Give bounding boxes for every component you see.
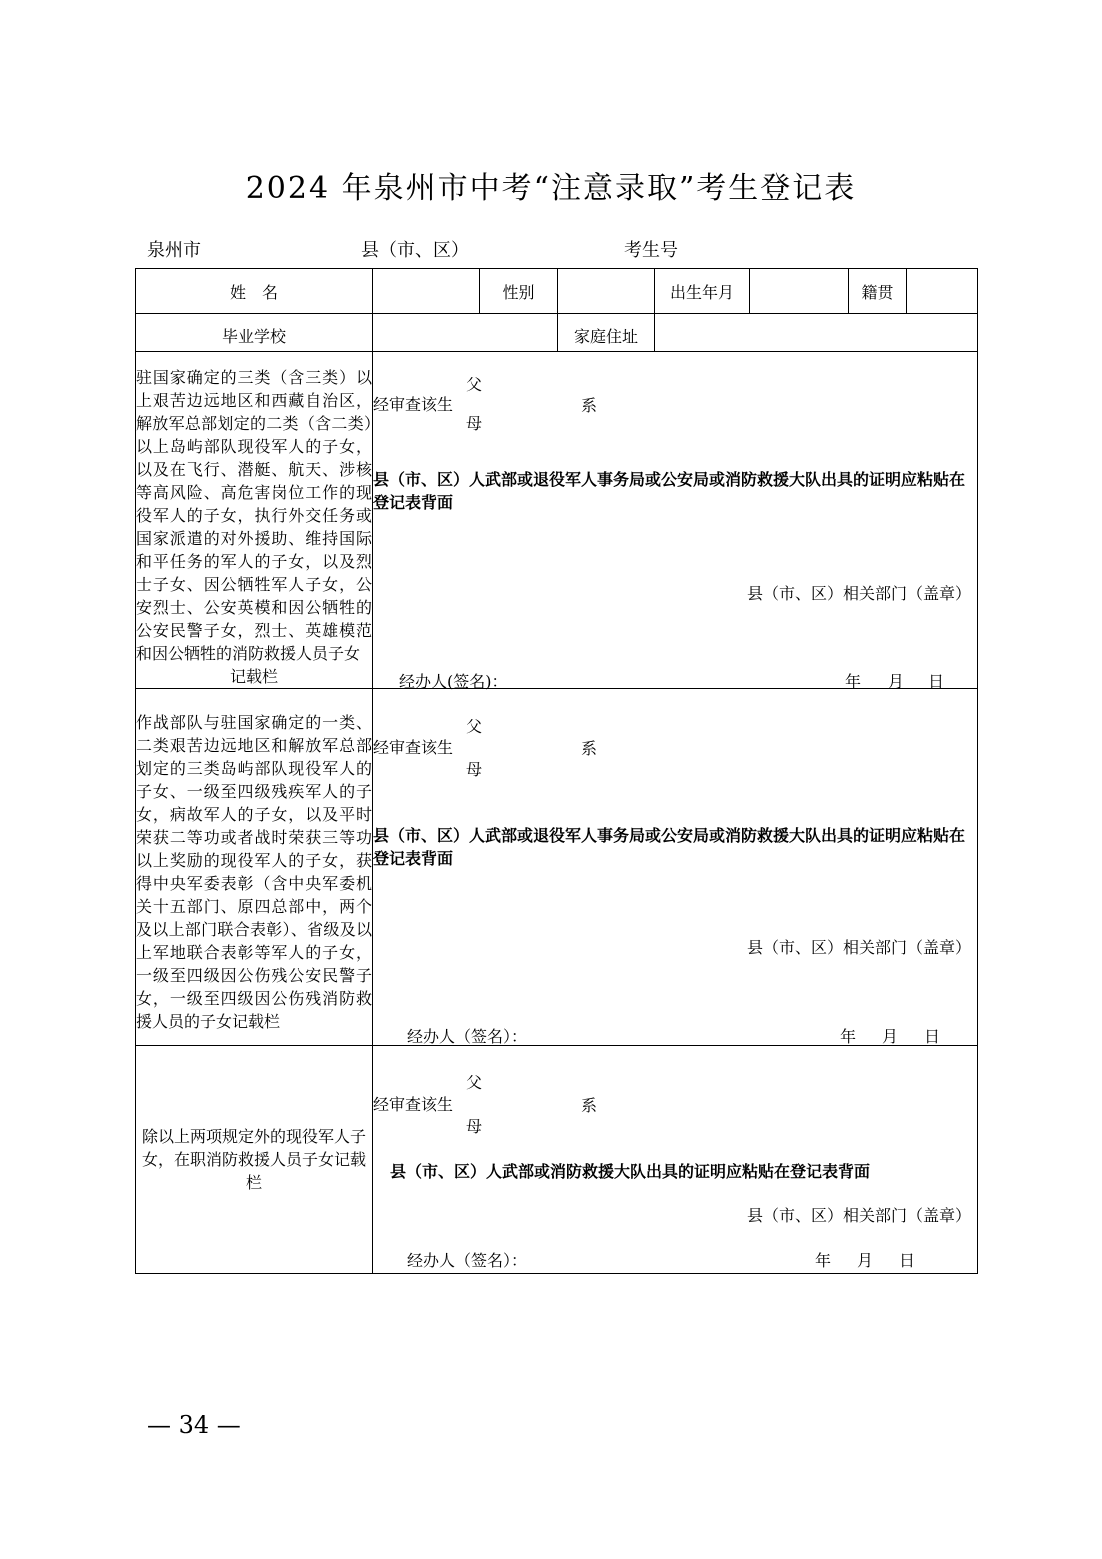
section-2-day: 日	[924, 1027, 941, 1046]
birth-field[interactable]	[750, 269, 849, 314]
page-number: — 34 —	[147, 1411, 241, 1439]
gender-field[interactable]	[558, 269, 655, 314]
section-1-year: 年	[845, 672, 862, 691]
section-3-row	[136, 1046, 978, 1274]
name-label: 姓 名	[136, 269, 373, 314]
section-1-day: 日	[928, 672, 945, 691]
section-3-review: 经审查该生	[373, 1095, 454, 1114]
school-address-row	[136, 314, 978, 352]
origin-label: 籍贯	[849, 269, 907, 314]
section-1-proof-note: 县（市、区）人武部或退役军人事务局或公安局或消防救援大队出具的证明应粘贴在登记表背面	[373, 470, 966, 512]
name-field[interactable]	[373, 269, 480, 314]
section-2-proof-note: 县（市、区）人武部或退役军人事务局或公安局或消防救援大队出具的证明应粘贴在登记表背面	[373, 826, 966, 868]
section-1-content	[373, 352, 978, 689]
section-3-description	[136, 1046, 373, 1274]
section-3-dept-seal: 县（市、区）相关部门（盖章）	[746, 1206, 971, 1225]
basic-info-row	[136, 269, 978, 314]
section-3-father: 父	[466, 1073, 483, 1092]
section-3-desc-text: 除以上两项规定外的现役军人子女，在职消防救援人员子女记载栏	[141, 1127, 366, 1192]
address-field[interactable]	[655, 314, 978, 352]
section-1-relation: 系	[581, 396, 598, 415]
section-2-review: 经审查该生	[373, 738, 454, 757]
section-2-father: 父	[466, 717, 483, 736]
section-2-handler: 经办人（签名）：	[407, 1027, 528, 1046]
section-2-description	[136, 689, 373, 1046]
form-title: 2024 年泉州市中考“注意录取”考生登记表	[245, 171, 857, 206]
section-3-mother: 母	[466, 1117, 483, 1136]
section-2-relation: 系	[581, 739, 598, 758]
section-2-content	[373, 689, 978, 1046]
registration-table	[135, 268, 978, 1274]
address-label: 家庭住址	[558, 314, 655, 352]
birth-label: 出生年月	[655, 269, 750, 314]
section-2-year: 年	[840, 1027, 857, 1046]
section-3-content	[373, 1046, 978, 1274]
section-1-desc-last: 记载栏	[229, 667, 278, 686]
section-1-dept-seal: 县（市、区）相关部门（盖章）	[746, 584, 971, 603]
section-1-description	[136, 352, 373, 689]
section-1-month: 月	[888, 672, 905, 691]
form-header	[147, 236, 967, 262]
city-label: 泉州市	[147, 240, 201, 261]
exam-number-label: 考生号	[624, 240, 678, 261]
section-2-dept-seal: 县（市、区）相关部门（盖章）	[746, 938, 971, 957]
section-1-row	[136, 352, 978, 689]
section-3-relation: 系	[581, 1096, 598, 1115]
section-1-father: 父	[466, 375, 483, 394]
section-2-month: 月	[882, 1027, 899, 1046]
section-2-desc-text: 作战部队与驻国家确定的一类、二类艰苦边远地区和解放军总部划定的三类岛屿部队现役军人的子女、一级至四级残疾军人的子女，病故军人的子女，以及平时荣获二等功或者战时荣获三等功以上奖励的现役军人的子女，获得中央军委表彰（含中央军委机关十五部门、原四总部中，两个及以上部门联合表彰）、省级及以上军地联合表彰等军人的子女，一级至四级因公伤残公安民警子女，一级至四级因公伤残消防救援人员的子女记载栏	[136, 713, 372, 1031]
section-3-proof-note: 县（市、区）人武部或消防救援大队出具的证明应粘贴在登记表背面	[390, 1162, 871, 1181]
section-1-handler: 经办人(签名)：	[399, 672, 508, 691]
section-1-desc-text: 驻国家确定的三类（含三类）以上艰苦边远地区和西藏自治区，解放军总部划定的二类（含二类）以上岛屿部队现役军人的子女，以及在飞行、潜艇、航天、涉核等高风险、高危害岗位工作的现役军人的子女，执行外交任务或国家派遣的对外援助、维持国际和平任务的军人的子女，以及烈士子女、因公牺牲军人子女，公安烈士、公安英模和因公牺牲的公安民警子女，烈士、英雄模范和因公牺牲的消防救援人员子女	[136, 368, 372, 663]
section-3-year: 年	[815, 1251, 832, 1270]
origin-field[interactable]	[907, 269, 978, 314]
section-2-mother: 母	[466, 760, 483, 779]
school-label: 毕业学校	[136, 314, 373, 352]
school-field[interactable]	[373, 314, 558, 352]
gender-label: 性别	[480, 269, 558, 314]
section-1-mother: 母	[466, 414, 483, 433]
section-2-row	[136, 689, 978, 1046]
section-1-review: 经审查该生	[373, 395, 454, 414]
section-3-day: 日	[899, 1251, 916, 1270]
section-3-month: 月	[857, 1251, 874, 1270]
section-3-handler: 经办人（签名）：	[407, 1251, 528, 1270]
county-label: 县（市、区）	[361, 240, 469, 261]
